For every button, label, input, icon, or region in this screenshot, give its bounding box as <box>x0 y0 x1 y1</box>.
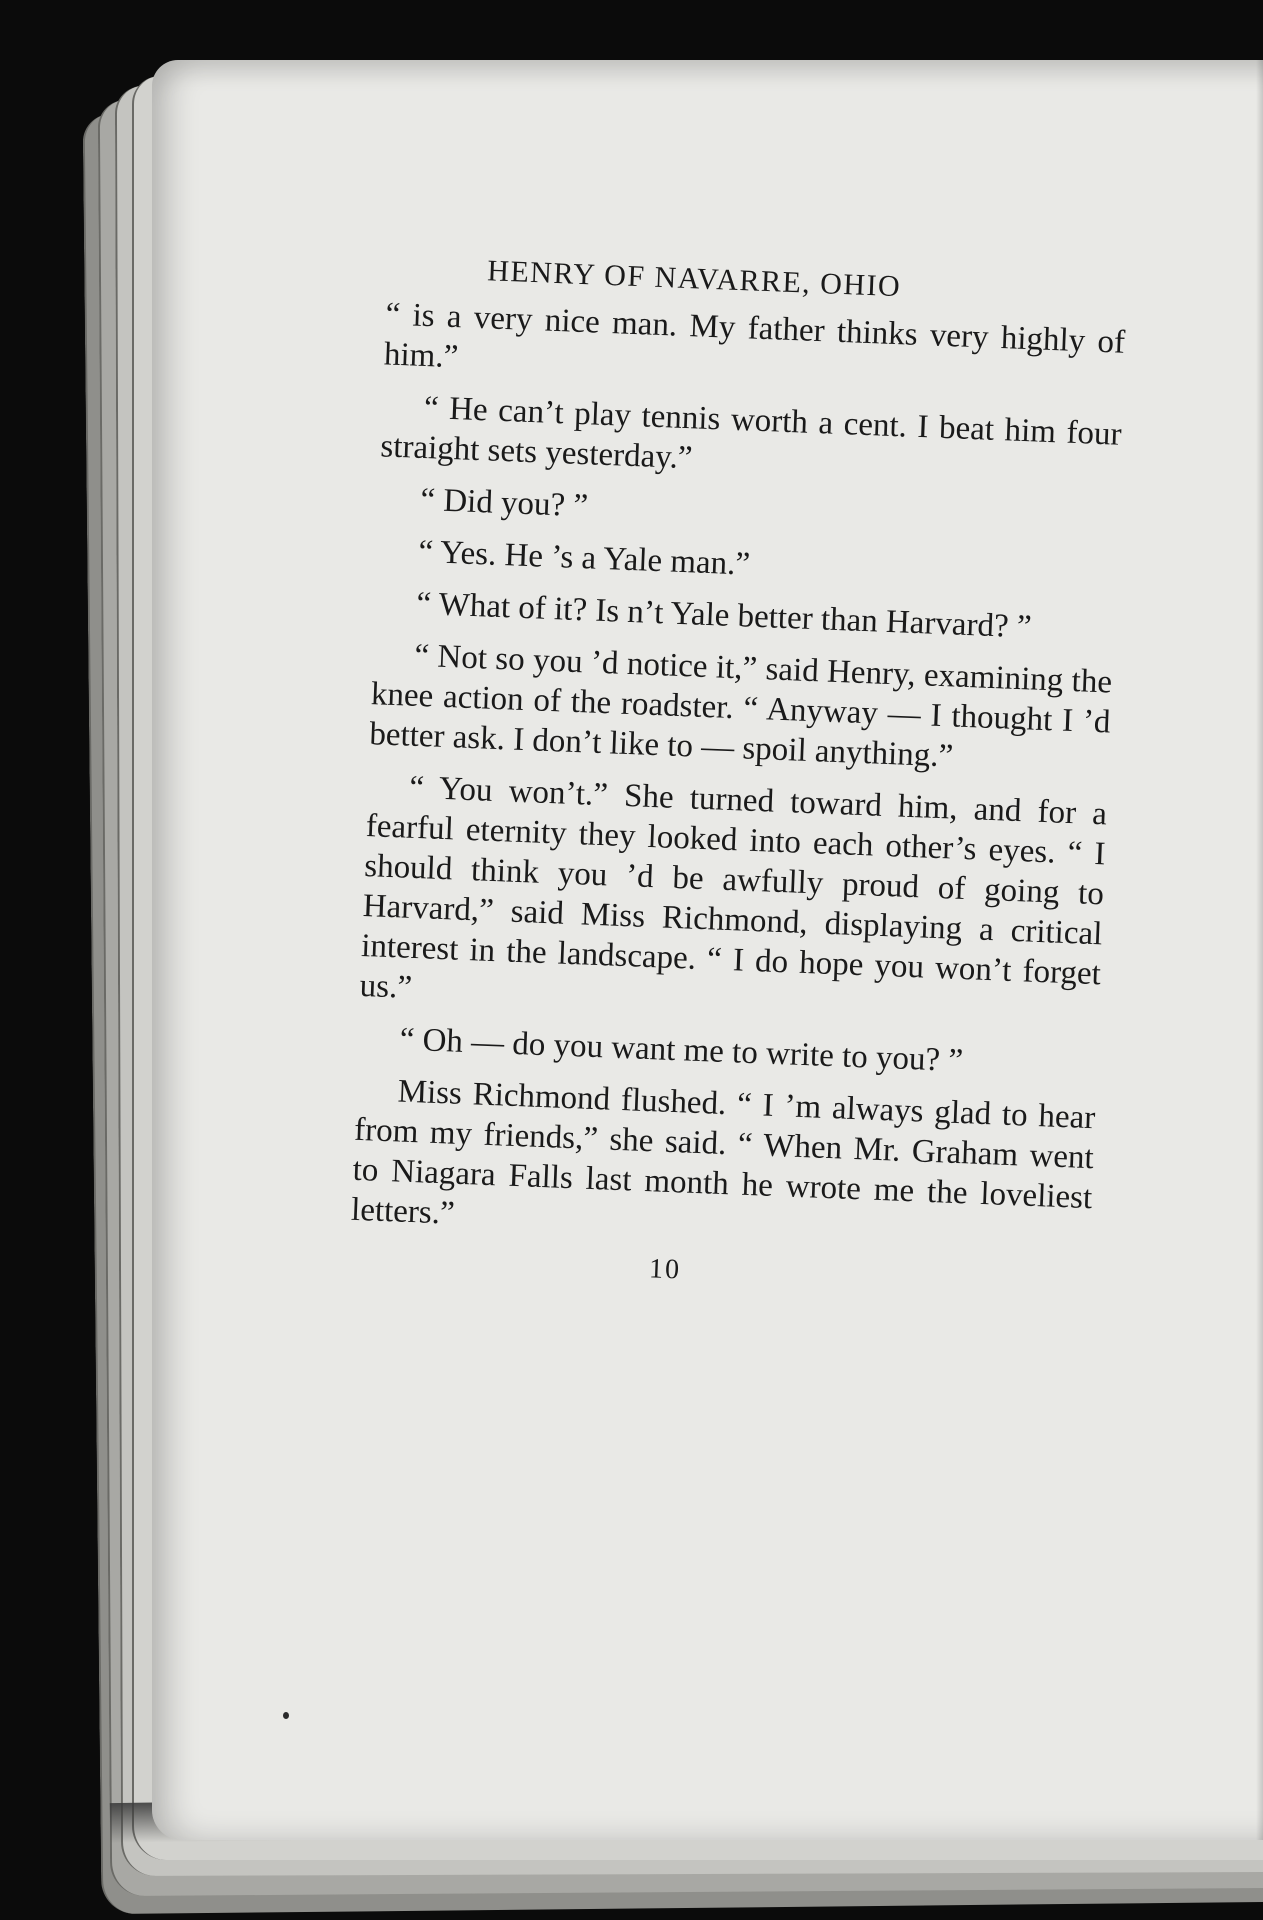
paragraph: “ Oh — do you want me to write to you? ” <box>399 1021 964 1080</box>
running-head: HENRY OF NAVARRE, OHIO <box>486 254 902 304</box>
paragraph: Miss Richmond flushed. “ I ’m always glad to hear from my friends,” she said. “ When Mr. Graham went to Niagara Falls last month he wrote me the loveliest letters.” <box>350 1073 1096 1232</box>
ink-dot <box>283 1712 289 1719</box>
text-block <box>349 250 1128 1302</box>
paragraph: “ What of it? Is n’t Yale better than Harvard? ” <box>415 585 1033 646</box>
paragraph: “ You won’t.” She turned toward him, and for a fearful eternity they looked into each other’s eyes. “ I should think you ’d be awfully proud of going to Harvard,” said Miss Richmond, displaying a critical interest in the landscape. “ I do hope you won’t forget us.” <box>359 769 1108 1006</box>
page-number: 10 <box>648 1253 682 1286</box>
paragraph: “ is a very nice man. My father thinks very highly of him.” <box>383 296 1126 376</box>
paragraph: “ He can’t play tennis worth a cent. I beat him four straight sets yesterday.” <box>379 389 1123 477</box>
paragraph: “ Did you? ” <box>419 481 589 525</box>
paragraph: “ Not so you ’d notice it,” said Henry, examining the knee action of the roadster. “ Anyway — I thought I ’d better ask. I don’t like to — spoil anything.” <box>368 637 1113 775</box>
paragraph: “ Yes. He ’s a Yale man.” <box>417 533 751 583</box>
